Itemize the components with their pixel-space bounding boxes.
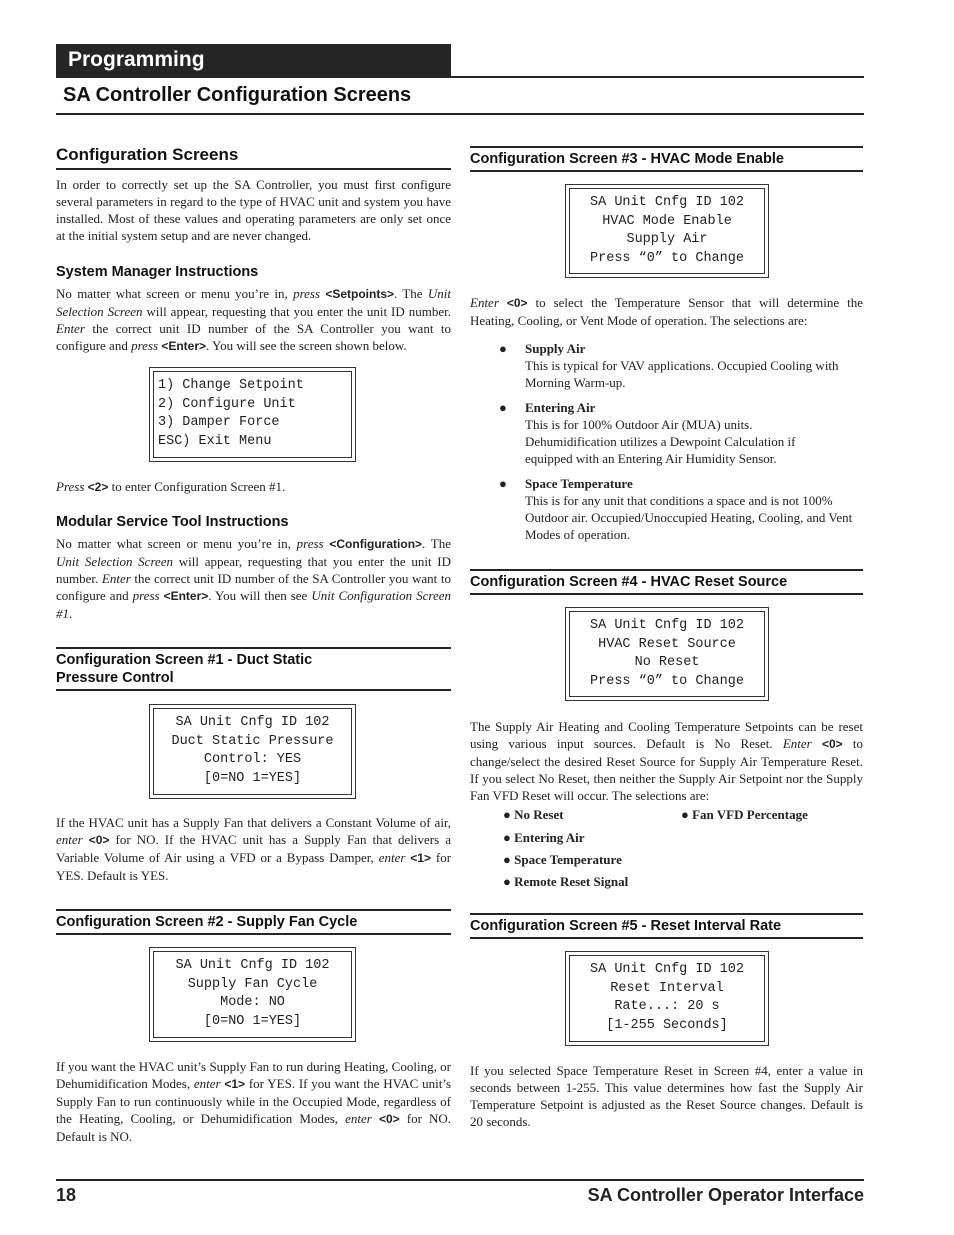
display-line: SA Unit Cnfg ID 102 bbox=[175, 715, 330, 730]
reset-option: ● Space Temperature bbox=[503, 852, 622, 867]
s2-bottom-rule bbox=[56, 933, 451, 935]
screen3-display bbox=[565, 184, 769, 278]
display-line: Press “0” to Change bbox=[590, 250, 744, 266]
screen3-paragraph: Enter <0> to select the Temperature Sensor that will determine the Heating, Cooling, or Vent Mode of operation. The selections are: bbox=[470, 295, 864, 328]
section-title: Programming bbox=[68, 48, 205, 71]
screen1-display bbox=[149, 704, 356, 799]
page-title: SA Controller Configuration Screens bbox=[63, 84, 412, 106]
s3-top-rule bbox=[470, 146, 863, 148]
screen3-heading: Configuration Screen #3 - HVAC Mode Enable bbox=[470, 151, 784, 167]
display-line: Control: YES bbox=[203, 752, 302, 767]
reset-option: ● No Reset bbox=[503, 807, 564, 822]
system-manager-heading: System Manager Instructions bbox=[56, 264, 259, 280]
display-line: Rate...: 20 s bbox=[614, 999, 720, 1014]
system-manager-paragraph: No matter what screen or menu you’re in, press <Setpoints>. The Unit Selection Screen will appear, requesting that you enter the unit ID number. Enter the correct unit ID number of the SA Controller you want to configure and press <Enter>. You will see the screen shown below. bbox=[56, 286, 452, 353]
s1-bottom-rule bbox=[56, 689, 451, 691]
display-line: SA Unit Cnfg ID 102 bbox=[590, 195, 744, 210]
screen2-heading: Configuration Screen #2 - Supply Fan Cycle bbox=[56, 914, 358, 930]
footer-rule bbox=[56, 1179, 864, 1181]
page-number: 18 bbox=[56, 1185, 77, 1205]
mst-paragraph: No matter what screen or menu you’re in, press <Configuration>. The Unit Selection Screen will appear, requesting that you enter the unit ID number. Enter the correct unit ID number of the SA Controller you want to configure and press <Enter>. You will then see Unit Configuration Screen #1. bbox=[56, 536, 452, 621]
s2-top-rule bbox=[56, 909, 451, 911]
mst-heading: Modular Service Tool Instructions bbox=[56, 514, 289, 530]
menu-line: ESC) Exit Menu bbox=[158, 433, 272, 449]
screen4-display bbox=[565, 607, 769, 701]
s1-top-rule bbox=[56, 647, 451, 649]
display-line: HVAC Reset Source bbox=[598, 636, 736, 652]
s5-top-rule bbox=[470, 913, 863, 915]
display-line: Reset Interval bbox=[610, 980, 724, 996]
screen2-display bbox=[149, 947, 356, 1042]
header-rule bbox=[56, 76, 864, 78]
menu-line: 1) Change Setpoint bbox=[158, 378, 304, 393]
screen2-paragraph: If you want the HVAC unit’s Supply Fan to run during Heating, Cooling, or Dehumidification Modes, enter <1> for YES. If you want the HVAC unit’s Supply Fan to run continuously while in the Occupied Mode, regardless of the Heating, Cooling, or Dehumidification Modes, enter <0> for NO. Default is NO. bbox=[56, 1059, 452, 1144]
title-rule bbox=[56, 113, 864, 115]
display-line: SA Unit Cnfg ID 102 bbox=[590, 618, 744, 633]
display-line: Supply Air bbox=[626, 232, 708, 247]
s3-bottom-rule bbox=[470, 170, 863, 172]
section-banner bbox=[56, 44, 451, 76]
display-line: [1-255 Seconds] bbox=[606, 1017, 728, 1033]
screen5-display bbox=[565, 951, 769, 1046]
screen4-paragraph: The Supply Air Heating and Cooling Temperature Setpoints can be reset using various input sources. Default is No Reset. Enter <0> to change/select the desired Reset Source for Supply Air Temperature Reset. If you select No Reset, then neither the Supply Air Setpoint nor the Supply Fan VFD Reset will occur. The selections are: bbox=[470, 719, 864, 803]
reset-option: ● Fan VFD Percentage bbox=[681, 807, 808, 822]
s4-bottom-rule bbox=[470, 593, 863, 595]
menu-line: 2) Configure Unit bbox=[158, 396, 296, 412]
screen1-heading: Configuration Screen #1 - Duct Static Pressure Control bbox=[56, 652, 313, 686]
screen4-heading: Configuration Screen #4 - HVAC Reset Source bbox=[470, 574, 788, 590]
display-line: No Reset bbox=[634, 655, 700, 670]
screen1-paragraph: If the HVAC unit has a Supply Fan that delivers a Constant Volume of air, enter <0> for NO. If the HVAC unit has a Supply Fan that delivers a Variable Volume of Air using a VFD or a Bypass Damper, enter <1> for YES. Default is YES. bbox=[56, 815, 452, 883]
document-title: SA Controller Operator Interface bbox=[587, 1185, 864, 1205]
display-line: SA Unit Cnfg ID 102 bbox=[590, 962, 744, 977]
display-line: Supply Fan Cycle bbox=[187, 976, 318, 992]
display-line: HVAC Mode Enable bbox=[602, 213, 732, 229]
display-line: [0=NO 1=YES] bbox=[203, 1013, 302, 1029]
menu-line: 3) Damper Force bbox=[158, 415, 280, 430]
s5-bottom-rule bbox=[470, 937, 863, 939]
config-screens-heading: Configuration Screens bbox=[56, 145, 239, 164]
press-2-note: Press <2> to enter Configuration Screen #1. bbox=[56, 479, 286, 494]
main-menu-screen bbox=[149, 367, 356, 462]
display-line: Press “0” to Change bbox=[590, 673, 744, 689]
reset-option: ● Remote Reset Signal bbox=[503, 874, 629, 889]
intro-paragraph: In order to correctly set up the SA Controller, you must first configure several parameters in regard to the type of HVAC unit and system you have installed. Most of these values and operating parameters are only set once at the initial system setup and are never changed. bbox=[56, 177, 451, 243]
s4-top-rule bbox=[470, 569, 863, 571]
screen5-paragraph: If you selected Space Temperature Reset in Screen #4, enter a value in seconds between 1-255. This value determines how fast the Supply Air Temperature Setpoint is adjusted as the Reset Source changes. Default is 20 seconds. bbox=[470, 1063, 863, 1129]
reset-option: ● Entering Air bbox=[503, 830, 585, 845]
display-line: Duct Static Pressure bbox=[171, 733, 334, 749]
display-line: [0=NO 1=YES] bbox=[203, 770, 302, 786]
display-line: Mode: NO bbox=[220, 995, 285, 1010]
screen5-heading: Configuration Screen #5 - Reset Interval Rate bbox=[470, 918, 782, 934]
display-line: SA Unit Cnfg ID 102 bbox=[175, 958, 330, 973]
heading-rule bbox=[56, 168, 451, 170]
